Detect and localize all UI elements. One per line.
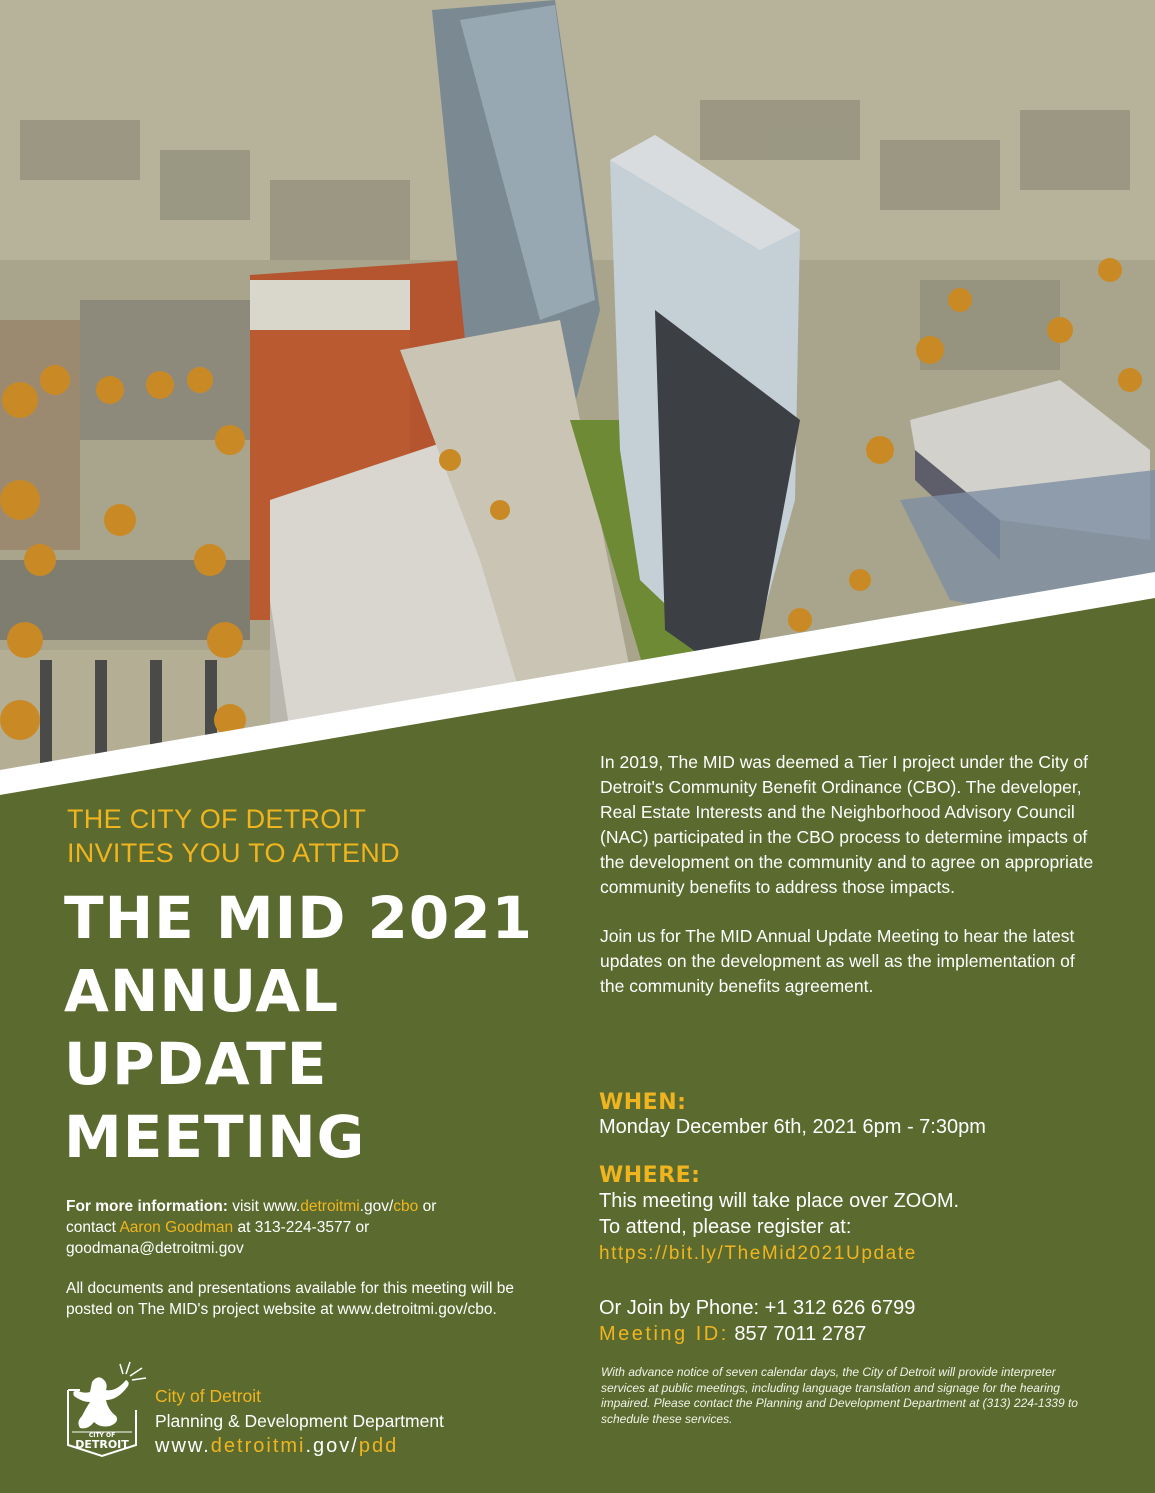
svg-text:DETROIT: DETROIT	[75, 1438, 129, 1451]
join-paragraph: Join us for The MID Annual Update Meeting to hear the latest updates on the development as well as the implementation of the community benefits agreement.	[600, 926, 1075, 996]
cbo-link-gov: .gov/	[359, 1198, 394, 1215]
contact-text: contact	[66, 1219, 120, 1236]
cbo-link-domain: detroitmi	[300, 1198, 360, 1215]
meeting-id	[599, 1321, 866, 1347]
pdd-link[interactable]	[155, 1435, 398, 1457]
pdd-link-gov: .gov/	[305, 1435, 359, 1457]
invite-heading	[67, 802, 400, 870]
department-block	[155, 1384, 444, 1459]
cbo-link-path: cbo	[393, 1198, 419, 1215]
contact-phone: at 313-224-3577 or	[233, 1219, 370, 1236]
title-line-4: MEETING	[64, 1103, 366, 1171]
more-info-text: visit www.	[227, 1198, 301, 1215]
where-value	[599, 1188, 959, 1240]
accessibility-notice: With advance notice of seven calendar days, the City of Detroit will provide interpreter services at public meetings, including language translation and signage for the hearing impaired. Please contact the Planning and Development Department at (313) 224-1339 to schedule these services.	[601, 1365, 1078, 1426]
title-line-2: ANNUAL	[64, 957, 340, 1025]
register-link[interactable]: https://bit.ly/TheMid2021Update	[599, 1243, 917, 1264]
more-info-label: For more information:	[66, 1198, 228, 1215]
dept-name: Planning & Development Department	[155, 1411, 444, 1431]
city-of-detroit-logo-icon	[60, 1360, 150, 1460]
meeting-id-label: Meeting ID:	[599, 1323, 729, 1345]
invite-line-1: THE CITY OF DETROIT	[67, 804, 367, 834]
more-info-block	[66, 1196, 546, 1259]
more-info-or: or	[418, 1198, 437, 1215]
meeting-id-value: 857 7011 2787	[728, 1323, 867, 1345]
cbo-paragraph: In 2019, The MID was deemed a Tier I project under the City of Detroit's Community Benefit Ordinance (CBO). The developer, Real Estate Interests and the Neighborhood Advisory Council (NAC) participated in the CBO process to determine impacts of the development on the community and to agree on appropriate community benefits to address those impacts.	[600, 752, 1094, 897]
where-line-1: This meeting will take place over ZOOM.	[599, 1190, 960, 1212]
title-line-3: UPDATE	[64, 1030, 328, 1098]
when-value: Monday December 6th, 2021 6pm - 7:30pm	[599, 1116, 986, 1138]
title-line-1: THE MID 2021	[64, 884, 533, 952]
dept-city: City of Detroit	[155, 1386, 261, 1406]
invite-line-2: INVITES YOU TO ATTEND	[67, 838, 400, 868]
svg-text:CITY OF: CITY OF	[88, 1432, 116, 1439]
phone-join: Or Join by Phone: +1 312 626 6799	[599, 1297, 916, 1319]
pdd-link-www: www.	[155, 1435, 211, 1457]
contact-name: Aaron Goodman	[119, 1219, 234, 1236]
documents-notice: All documents and presentations available for this meeting will be posted on The MID's project website at www.detroitmi.gov/cbo.	[66, 1280, 515, 1318]
contact-email-link[interactable]: goodmana@detroitmi.gov	[66, 1240, 244, 1257]
event-title	[64, 882, 533, 1174]
when-label: WHEN:	[599, 1090, 687, 1115]
where-label: WHERE:	[599, 1163, 701, 1188]
where-line-2: To attend, please register at:	[599, 1216, 852, 1238]
pdd-link-path: pdd	[358, 1435, 399, 1457]
pdd-link-domain: detroitmi	[210, 1435, 306, 1457]
description-column	[600, 750, 1095, 999]
cbo-link[interactable]	[300, 1198, 418, 1215]
